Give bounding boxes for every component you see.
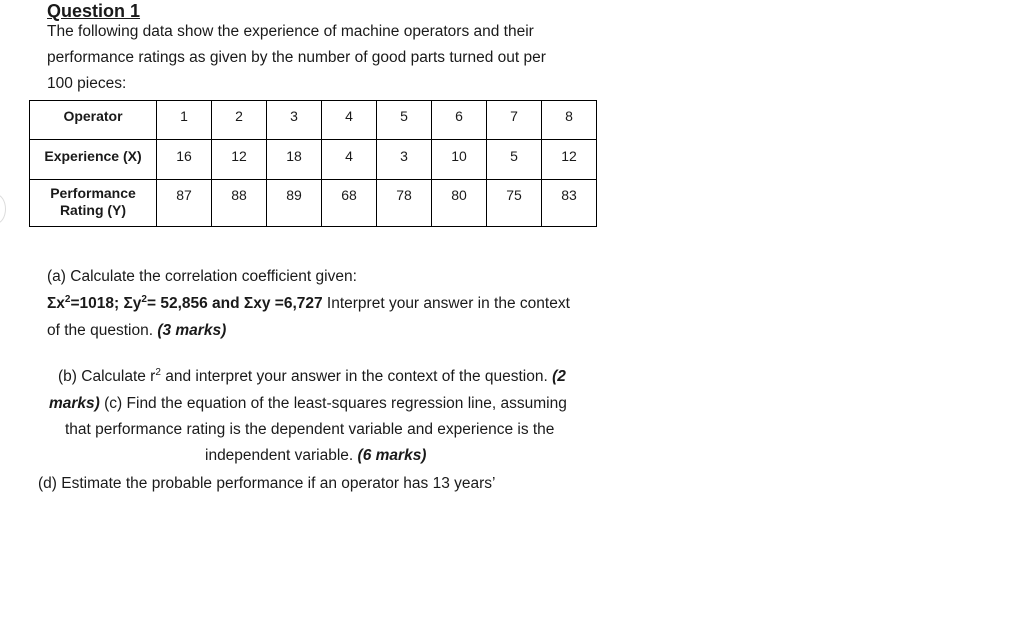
page-edge-arc (0, 194, 6, 224)
table-cell: 75 (487, 180, 542, 227)
part-c-line-3 (205, 446, 426, 466)
part-a-context: of the question. (47, 322, 158, 339)
table-cell: 3 (267, 101, 322, 140)
table-cell: 3 (377, 140, 432, 180)
part-c-text-1: (c) Find the equation of the least-squares regression line, assuming (99, 395, 567, 412)
row-header-operator: Operator (30, 101, 157, 140)
table-cell: 5 (487, 140, 542, 180)
sum-y2-sup: 2 (141, 293, 147, 305)
part-b-text-2: and interpret your answer in the context of the question. (160, 368, 553, 385)
sum-x2-value: =1018; Σy (70, 295, 142, 312)
sum-x2-label: Σx (47, 295, 65, 312)
table-cell: 12 (212, 140, 267, 180)
table-row-operator (30, 101, 597, 140)
intro-line: The following data show the experience of machine operators and their (47, 23, 534, 40)
part-a-line-2 (47, 294, 570, 314)
part-c-marks: (6 marks) (357, 447, 427, 464)
table-cell: 12 (542, 140, 597, 180)
table-cell: 68 (322, 180, 377, 227)
data-table (29, 100, 597, 227)
part-b-sup: 2 (155, 366, 161, 378)
table-cell: 8 (542, 101, 597, 140)
table-cell: 4 (322, 140, 377, 180)
row-header-line: Performance (50, 185, 136, 201)
part-a-line-1 (47, 267, 357, 287)
table-cell: 1 (157, 101, 212, 140)
part-d-text: (d) Estimate the probable performance if an operator has 13 years’ (38, 475, 496, 492)
table-cell: 87 (157, 180, 212, 227)
part-c-text-2: that performance rating is the dependent variable and experience is the (65, 421, 555, 438)
table-cell: 7 (487, 101, 542, 140)
row-header-experience: Experience (X) (30, 140, 157, 180)
question-intro (47, 19, 607, 97)
part-b-text: (b) Calculate r (58, 368, 156, 385)
sum-y2-value: = 52,856 and Σxy =6,727 (146, 295, 323, 312)
table-cell: 16 (157, 140, 212, 180)
table-cell: 83 (542, 180, 597, 227)
question-title: Question 1 (47, 1, 141, 21)
table-cell: 88 (212, 180, 267, 227)
sum-x2-sup: 2 (64, 293, 71, 305)
row-header-rating (30, 180, 157, 227)
part-c-text-3: independent variable. (205, 447, 358, 464)
table-cell: 10 (432, 140, 487, 180)
part-c-line-2 (65, 420, 554, 440)
table-row-experience (30, 140, 597, 180)
table-cell: 6 (432, 101, 487, 140)
table-cell: 80 (432, 180, 487, 227)
part-c-line-1 (49, 394, 567, 414)
part-b-marks-open: (2 (552, 368, 566, 385)
part-a-line-3 (47, 321, 226, 341)
table-cell: 89 (267, 180, 322, 227)
part-a-interpret: Interpret your answer in the context (322, 295, 570, 312)
part-b-line-1 (58, 367, 566, 387)
part-d-line (38, 474, 496, 494)
row-header-line: Rating (Y) (59, 202, 127, 218)
table-row-rating (30, 180, 597, 227)
part-a-marks: (3 marks) (157, 322, 227, 339)
table-cell: 78 (377, 180, 432, 227)
table-cell: 2 (212, 101, 267, 140)
part-a-text: (a) Calculate the correlation coefficient given: (47, 268, 357, 285)
intro-line: performance ratings as given by the number of good parts turned out per (47, 49, 546, 66)
table-cell: 4 (322, 101, 377, 140)
table-cell: 18 (267, 140, 322, 180)
table-cell: 5 (377, 101, 432, 140)
intro-line: 100 pieces: (47, 75, 127, 92)
part-b-marks-close: marks) (49, 395, 100, 412)
